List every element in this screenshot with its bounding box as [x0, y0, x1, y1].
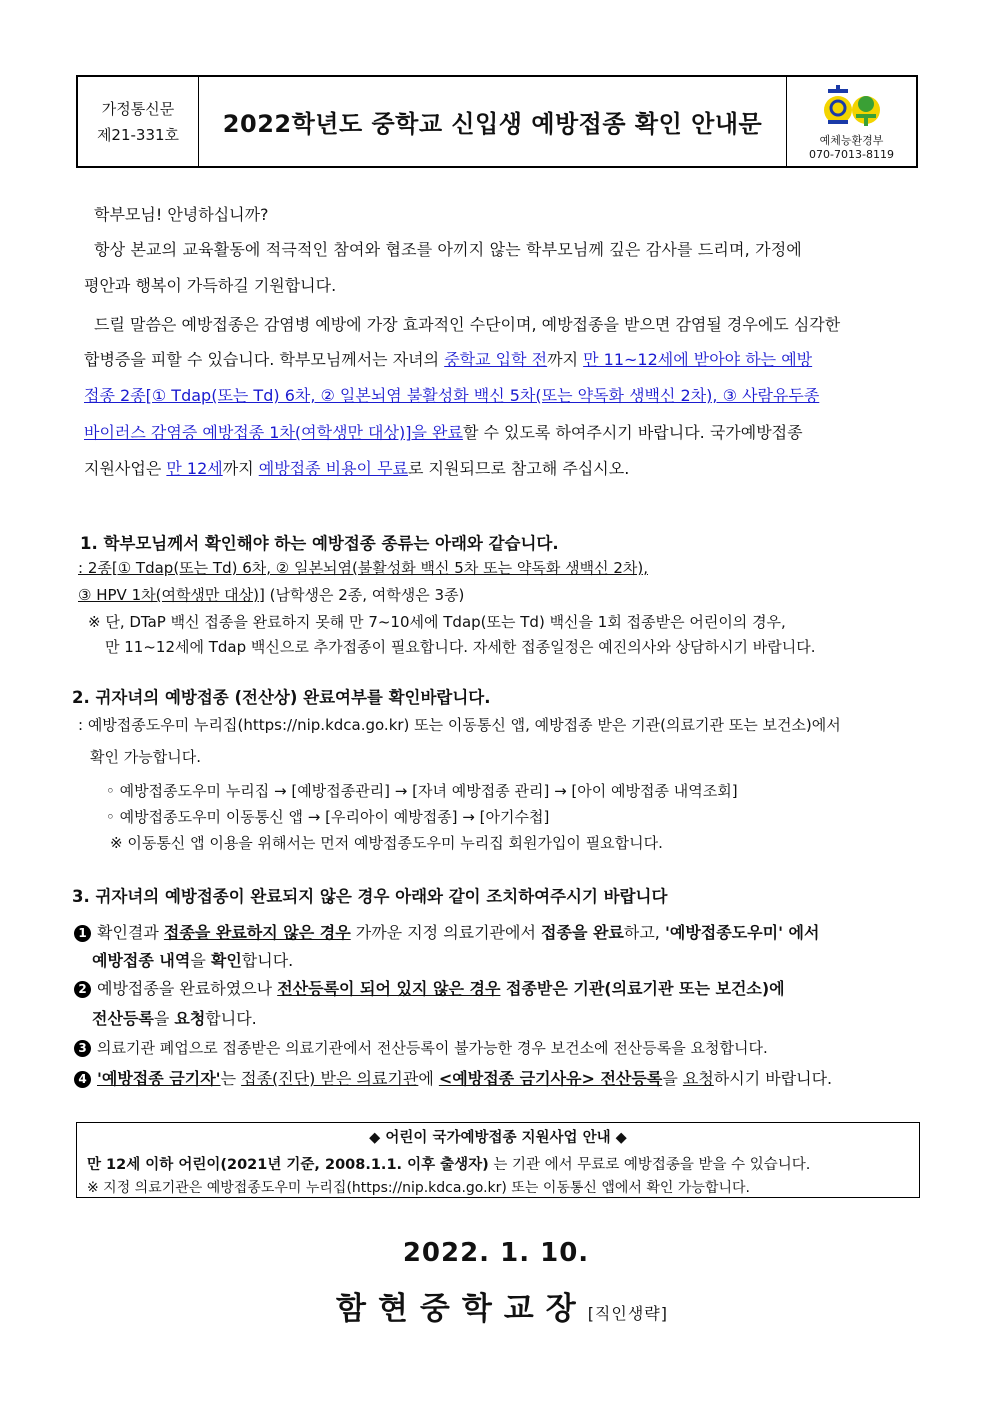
- page-title: 2022학년도 중학교 신입생 예방접종 확인 안내문: [222, 110, 763, 138]
- school-logo-icon: [820, 84, 884, 132]
- intro-p2-line5: 지원사업은 만 12세까지 예방접종 비용이 무료로 지원되므로 참고해 주십시오.: [84, 459, 630, 478]
- highlight-complete: 완료: [432, 423, 463, 442]
- number-badge-1: 1: [74, 925, 91, 942]
- phone-number: 070-7013-8119: [809, 148, 894, 161]
- section2-line2: 확인 가능합니다.: [90, 748, 201, 766]
- intro-p2-line4: 바이러스 감염증 예방접종 1차(여학생만 대상)]을 완료할 수 있도록 하여주시기 바랍니다. 국가예방접종: [84, 423, 803, 442]
- section3-item3: 3 의료기관 폐업으로 접종받은 의료기관에서 전산등록이 불가능한 경우 보건소에 전산등록을 요청합니다.: [74, 1037, 768, 1058]
- intro-p2-line2: 합병증을 피할 수 있습니다. 학부모님께서는 자녀의 중학교 입학 전까지 만 11~12세에 받아야 하는 예방: [84, 350, 813, 369]
- section3-item2-line2: 전산등록을 요청합니다.: [92, 1009, 257, 1028]
- doc-number-cell: [78, 77, 199, 166]
- logo-caption: 예체능환경부: [819, 134, 884, 147]
- doc-type-label: 가정통신문: [101, 99, 175, 118]
- intro-p1-line2: 평안과 행복이 가득하길 기원합니다.: [84, 276, 337, 295]
- section2-line1: : 예방접종도우미 누리집(https://nip.kdca.go.kr) 또는 이동통신 앱, 예방접종 받은 기관(의료기관 또는 보건소)에서: [78, 716, 841, 734]
- highlight-age: 만 11~12세에 받아야 하는 예방: [583, 350, 813, 369]
- notice-title: ◆ 어린이 국가예방접종 지원사업 안내 ◆: [369, 1130, 627, 1146]
- section1-note2: 만 11~12세에 Tdap 백신으로 추가접종이 필요합니다. 자세한 접종일정은 예진의사와 상담하시기 바랍니다.: [105, 638, 816, 656]
- section3-title: 3. 귀자녀의 예방접종이 완료되지 않은 경우 아래와 같이 조치하여주시기 바랍니다: [72, 887, 668, 906]
- section1-title: 1. 학부모님께서 확인해야 하는 예방접종 종류는 아래와 같습니다.: [80, 534, 559, 553]
- issue-date: 2022. 1. 10.: [402, 1238, 590, 1268]
- section1-line1: : 2종[① Tdap(또는 Td) 6차, ② 일본뇌염(불활성화 백신 5차 또는 약독화 생백신 2차),: [78, 559, 648, 577]
- section3-item1-line2: 예방접종 내역을 확인합니다.: [92, 951, 294, 970]
- doc-number: 제21-331호: [96, 125, 180, 144]
- signature-line: [336, 1283, 668, 1328]
- number-badge-3: 3: [74, 1040, 91, 1057]
- section2-title: 2. 귀자녀의 예방접종 (전산상) 완료여부를 확인바랍니다.: [72, 688, 491, 707]
- section3-item4: 4 '예방접종 금기자'는 접종(진단) 받은 의료기관에 <예방접종 금기사유> 전산등록을 요청하시기 바랍니다.: [74, 1066, 832, 1089]
- highlight-before-entry: 중학교 입학 전: [444, 350, 548, 369]
- section2-bullet2: ◦ 예방접종도우미 이동통신 앱 → [우리아이 예방접종] → [아기수첩]: [106, 808, 550, 826]
- support-notice-box: [76, 1122, 920, 1198]
- section1-note1: ※ 단, DTaP 백신 접종을 완료하지 못해 만 7~10세에 Tdap(또는 Td) 백신을 1회 접종받은 어린이의 경우,: [88, 613, 786, 631]
- section1-line2: ③ HPV 1차(여학생만 대상)] (남학생은 2종, 여학생은 3종): [78, 586, 465, 604]
- header-box: [76, 75, 918, 168]
- section3-item2-line1: 2 예방접종을 완료하였으나 전산등록이 되어 있지 않은 경우 접종받은 기관(의료기관 또는 보건소)에: [74, 976, 785, 999]
- number-badge-2: 2: [74, 981, 91, 998]
- principal-name: 함현중학교장: [336, 1291, 588, 1327]
- logo-cell: [786, 77, 916, 166]
- intro-p2-line1: 드릴 말씀은 예방접종은 감염병 예방에 가장 효과적인 수단이며, 예방접종을 받으면 감염될 경우에도 심각한: [94, 315, 841, 334]
- number-badge-4: 4: [74, 1071, 91, 1088]
- intro-p1-line1: 항상 본교의 교육활동에 적극적인 참여와 협조를 아끼지 않는 학부모님께 깊은 감사를 드리며, 가정에: [94, 240, 802, 259]
- notice-line2: ※ 지정 의료기관은 예방접종도우미 누리집(https://nip.kdca.go.kr) 또는 이동통신 앱에서 확인 가능합니다.: [87, 1180, 750, 1196]
- notice-line1: 만 12세 이하 어린이(2021년 기준, 2008.1.1. 이후 출생자) 는 기관 에서 무료로 예방접종을 받을 수 있습니다.: [87, 1157, 811, 1173]
- intro-p2-line3: 접종 2종[① Tdap(또는 Td) 6차, ② 일본뇌염 불활성화 백신 5차(또는 약독화 생백신 2차), ③ 사람유두종: [84, 386, 820, 405]
- section2-bullet1: ◦ 예방접종도우미 누리집 → [예방접종관리] → [자녀 예방접종 관리] → [아이 예방접종 내역조회]: [106, 782, 738, 800]
- highlight-free: 예방접종 비용이 무료: [258, 459, 409, 478]
- greeting: 학부모님! 안녕하십니까?: [94, 205, 269, 224]
- section3-item1-line1: 1 확인결과 접종을 완료하지 않은 경우 가까운 지정 의료기관에서 접종을 완료하고, '예방접종도우미' 에서: [74, 920, 819, 943]
- section2-note: ※ 이동통신 앱 이용을 위해서는 먼저 예방접종도우미 누리집 회원가입이 필요합니다.: [110, 834, 663, 852]
- seal-note: [직인생략]: [587, 1304, 668, 1323]
